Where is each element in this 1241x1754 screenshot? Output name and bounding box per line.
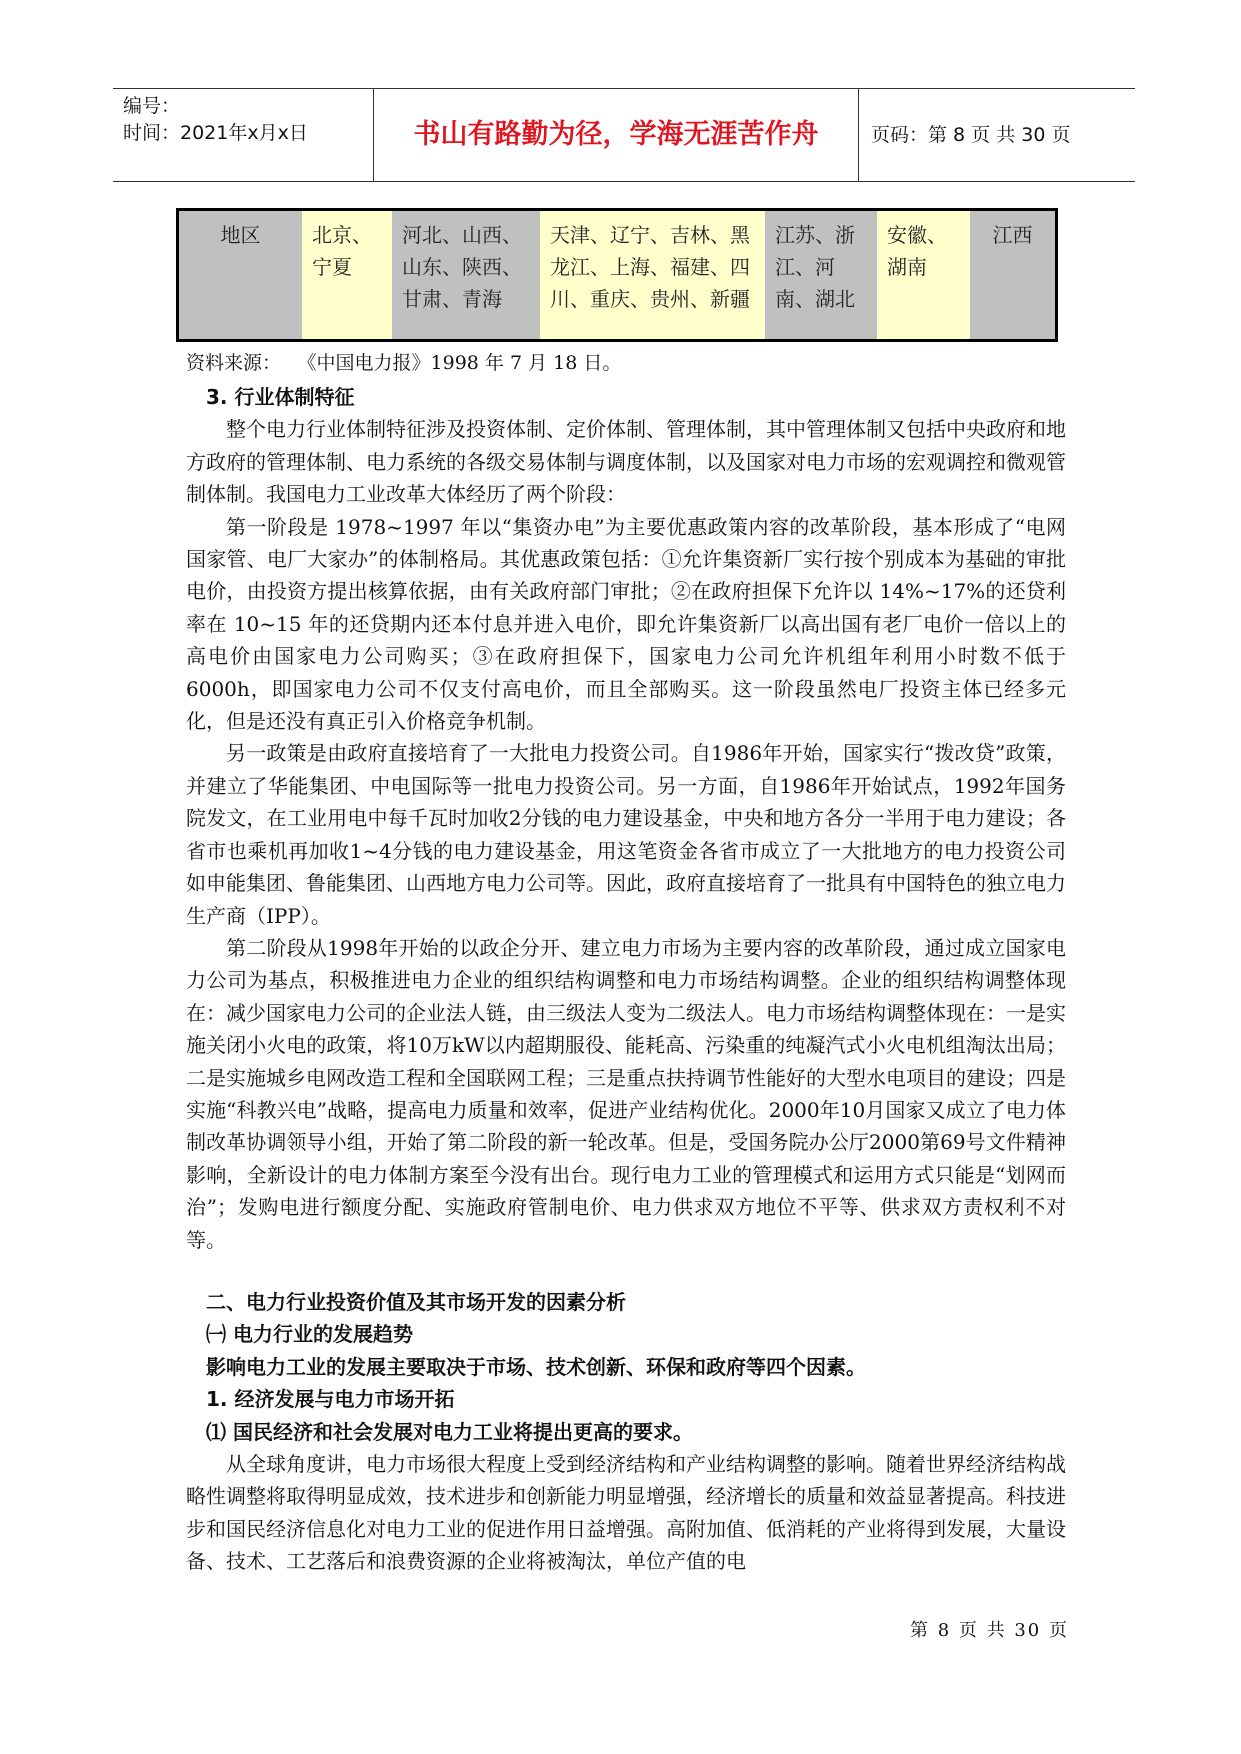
table-cell: 河北、山西、山东、陕西、甘肃、青海 xyxy=(392,211,540,339)
time-label: 时间：2021年x月x日 xyxy=(123,122,308,144)
paragraph: 第二阶段从1998年开始的以政企分开、建立电力市场为主要内容的改革阶段，通过成立国家电力公司为基点，积极推进电力企业的组织结构调整和电力市场结构调整。企业的组织结构调整体现在：减少国家电力公司的企业法人链，由三级法人变为二级法人。电力市场结构调整体现在：一是实施关闭小火电的政策，将10万kW以内超期服役、能耗高、污染重的纯凝汽式小火电机组淘汰出局；二是实施城乡电网改造工程和全国联网工程；三是重点扶持调节性能好的大型水电项目的建设；四是实施“科教兴电”战略，提高电力质量和效率，促进产业结构优化。2000年10月国家又成立了电力体制改革协调领导小组，开始了第二阶段的新一轮改革。但是，受国务院办公厅2000第69号文件精神影响，全新设计的电力体制方案至今没有出台。现行电力工业的管理模式和运用方式只能是“划网而治”；发购电进行额度分配、实施政府管制电价、电力供求双方地位不平等、供求双方责权利不对等。 xyxy=(186,935,1066,1252)
serial-label: 编号： xyxy=(123,95,181,117)
paragraph: 另一政策是由政府直接培育了一大批电力投资公司。自1986年开始，国家实行“拨改贷”政策，并建立了华能集团、中电国际等一批电力投资公司。另一方面，自1986年开始试点，1992年国务院发文，在工业用电中每千瓦时加收2分钱的电力建设基金，中央和地方各分一半用于电力建设；各省市也乘机再加收1~4分钱的电力建设基金，用这笔资金各省市成立了一大批地方的电力投资公司如申能集团、鲁能集团、山西地方电力公司等。因此，政府直接培育了一批具有中国特色的独立电力生产商（IPP）。 xyxy=(186,741,1066,928)
header-divider xyxy=(373,89,374,181)
paragraph: 整个电力行业体制特征涉及投资体制、定价体制、管理体制，其中管理体制又包括中央政府和地方政府的管理体制、电力系统的各级交易体制与调度体制，以及国家对电力市场的宏观调控和微观管制体制。我国电力工业改革大体经历了两个阶段： xyxy=(186,417,1066,507)
page-header xyxy=(113,88,1135,182)
spacer xyxy=(186,1256,1066,1286)
table-cell: 江西 xyxy=(970,211,1055,339)
subsection-heading: 1. 经济发展与电力市场开拓 xyxy=(206,1387,455,1412)
paragraph: 第一阶段是 1978~1997 年以“集资办电”为主要优惠政策内容的改革阶段，基本形成了“电网国家管、电厂大家办”的体制格局。其优惠政策包括：①允许集资新厂实行按个别成本为基础的审批电价，由投资方提出核算依据，由有关政府部门审批；②在政府担保下允许以 14%~17%的还贷利率在 10~15 年的还贷期内还本付息并进入电价，即允许集资新厂以高出国有老厂电价一倍以上的高电价由国家电力公司购买；③在政府担保下，国家电力公司允许机组年利用小时数不低于 6000h，即国家电力公司不仅支付高电价，而且全部购买。这一阶段虽然电厂投资主体已经多元化，但是还没有真正引入价格竞争机制。 xyxy=(186,514,1066,734)
subsection-intro: 影响电力工业的发展主要取决于市场、技术创新、环保和政府等四个因素。 xyxy=(206,1354,866,1379)
subsection-heading: ㈠ 电力行业的发展趋势 xyxy=(206,1322,413,1347)
subsection-heading: ⑴ 国民经济和社会发展对电力工业将提出更高的要求。 xyxy=(206,1419,693,1444)
table-cell: 地区 xyxy=(179,211,302,339)
table-cell: 安徽、湖南 xyxy=(877,211,970,339)
section-heading: 3. 行业体制特征 xyxy=(206,385,355,409)
header-motto: 书山有路勤为径，学海无涯苦作舟 xyxy=(413,119,819,150)
source-text: 《中国电力报》1998 年 7 月 18 日。 xyxy=(307,352,622,374)
source-label: 资料来源： xyxy=(186,352,282,374)
paragraph: 从全球角度讲，电力市场很大程度上受到经济结构和产业结构调整的影响。随着世界经济结构战略性调整将取得明显成效，技术进步和创新能力明显增强，经济增长的质量和效益显著提高。科技进步和国民经济信息化对电力工业的促进作用日益增强。高附加值、低消耗的产业将得到发展，大量设备、技术、工艺落后和浪费资源的企业将被淘汰，单位产值的电 xyxy=(186,1452,1066,1574)
header-divider xyxy=(858,89,859,181)
table-cell: 北京、宁夏 xyxy=(302,211,392,339)
page-footer: 第 8 页 共 30 页 xyxy=(910,1620,1069,1641)
header-meta xyxy=(123,93,383,147)
table-cell: 江苏、浙江、河南、湖北 xyxy=(765,211,877,339)
table-source xyxy=(186,349,621,377)
header-page-label: 页码：第 8 页 共 30 页 xyxy=(871,124,1071,146)
region-table xyxy=(176,208,1058,342)
chapter-heading: 二、电力行业投资价值及其市场开发的因素分析 xyxy=(206,1289,626,1314)
document-body xyxy=(186,381,1066,1578)
table-cell: 天津、辽宁、吉林、黑龙江、上海、福建、四川、重庆、贵州、新疆 xyxy=(540,211,765,339)
